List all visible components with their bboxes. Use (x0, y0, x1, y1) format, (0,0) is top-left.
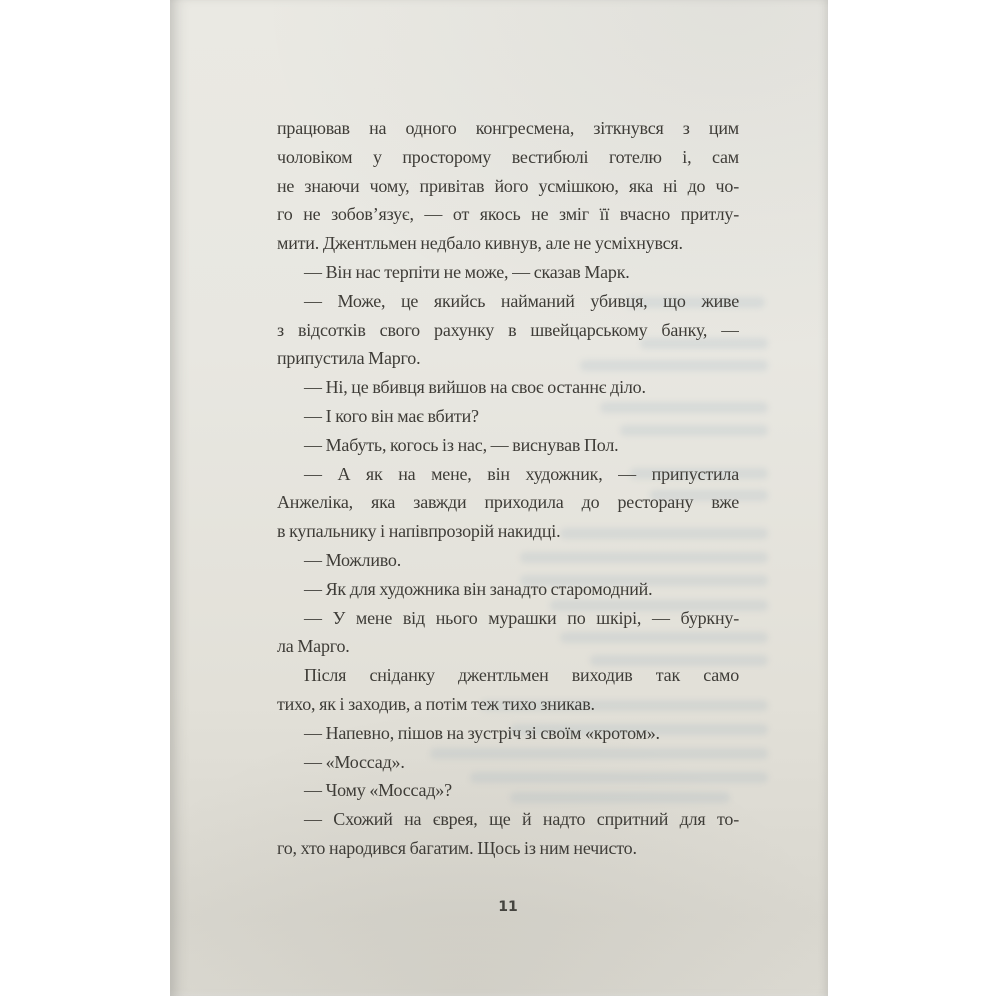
text-line: — Мабуть, когось із нас, — виснував Пол. (304, 434, 619, 455)
text-line: ла Марго. (277, 636, 350, 657)
book-page (170, 0, 828, 996)
text-line: в купальнику і напівпрозорій накидці. (277, 521, 561, 542)
text-line: не знаючи чому, привітав його усмішкою, яка ні до чо- (277, 175, 739, 196)
page-text (277, 114, 739, 863)
text-line: — Напевно, пішов на зустріч зі своїм «кротом». (304, 722, 660, 743)
text-line: — Ні, це вбивця вийшов на своє останнє діло. (304, 377, 646, 398)
text-line: тихо, як і заходив, а потім теж тихо зникав. (277, 693, 595, 714)
text-line: — «Моссад». (304, 751, 405, 772)
text-line: го, хто народився багатим. Щось із ним нечисто. (277, 837, 637, 858)
text-line: чоловіком у просторому вестибюлі готелю і, сам (277, 146, 739, 167)
text-line: — Можливо. (304, 549, 402, 570)
text-line: з відсотків свого рахунку в швейцарському банку, — (277, 319, 739, 340)
text-line: мити. Джентльмен недбало кивнув, але не усміхнувся. (277, 233, 683, 254)
text-line: го не зобов’язує, — от якось не зміг її вчасно притлу- (277, 204, 739, 225)
text-line: Анжеліка, яка завжди приходила до ресторану вже (277, 492, 739, 513)
text-line: — У мене від нього мурашки по шкірі, — буркну- (304, 607, 739, 628)
text-line: — А як на мене, він художник, — припустила (304, 463, 739, 484)
text-line: працював на одного конгресмена, зіткнувся з цим (277, 118, 739, 138)
page-number: 11 (498, 899, 518, 915)
text-line: — Схожий на єврея, ще й надто спритний для то- (304, 809, 739, 830)
text-line: — Як для художника він занадто старомодний. (304, 578, 653, 599)
text-line: — Чому «Моссад»? (304, 780, 452, 801)
text-line: Після сніданку джентльмен виходив так само (304, 665, 739, 686)
text-line: — Може, це якийсь найманий убивця, що живе (304, 290, 739, 311)
text-line: припустила Марго. (277, 348, 421, 369)
text-line: — І кого він має вбити? (304, 405, 479, 426)
text-line: — Він нас терпіти не може, — сказав Марк. (304, 261, 630, 282)
